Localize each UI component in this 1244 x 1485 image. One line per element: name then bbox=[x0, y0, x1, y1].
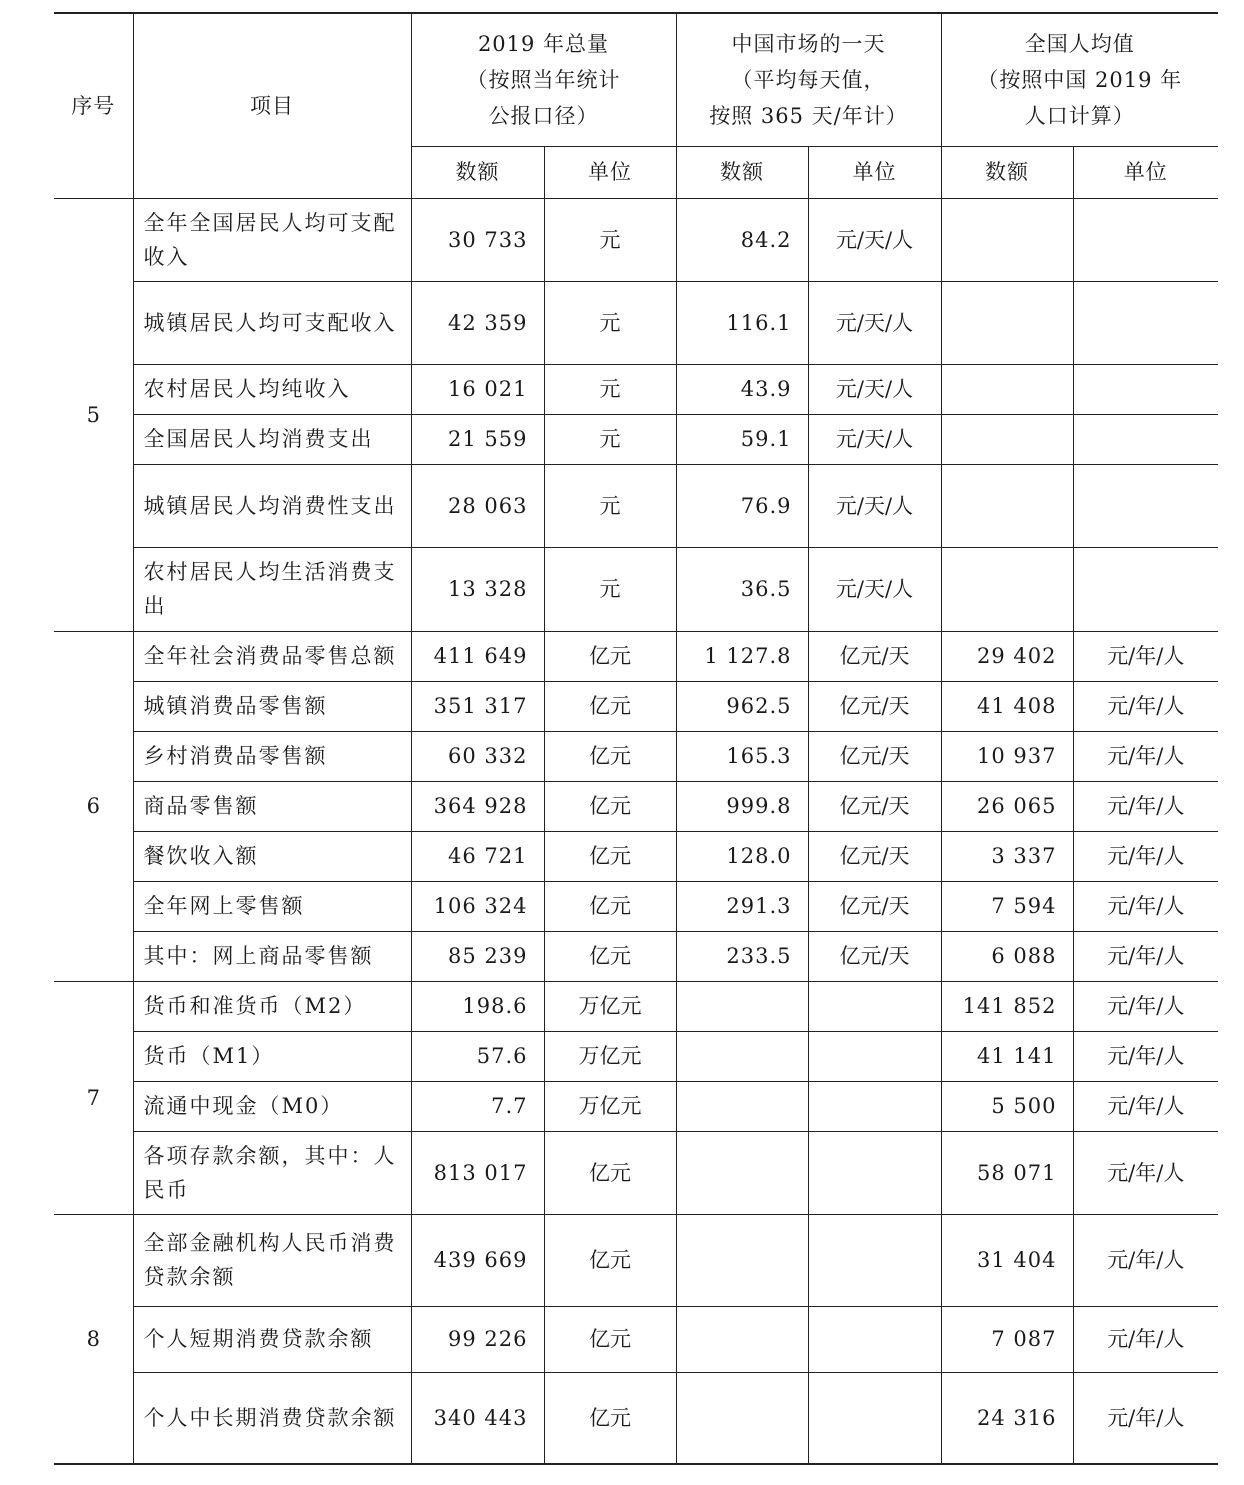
row-item: 农村居民人均生活消费支出 bbox=[133, 547, 411, 631]
header-unit: 单位 bbox=[1073, 146, 1218, 198]
row-percap-unit bbox=[1073, 414, 1218, 464]
header-group-day-line1: 中国市场的一天 bbox=[731, 31, 886, 56]
row-percap-amount bbox=[941, 414, 1073, 464]
row-total-amount: 85 239 bbox=[411, 931, 544, 981]
table-row bbox=[54, 1372, 1218, 1464]
row-percap-amount: 26 065 bbox=[941, 781, 1073, 831]
header-group-percap-line1: 全国人均值 bbox=[1024, 31, 1135, 56]
row-total-amount: 30 733 bbox=[411, 198, 544, 281]
row-item: 其中：网上商品零售额 bbox=[133, 931, 411, 981]
table-row bbox=[54, 881, 1218, 931]
row-percap-amount bbox=[941, 547, 1073, 631]
table-row bbox=[54, 1131, 1218, 1214]
table-row bbox=[54, 681, 1218, 731]
table-row bbox=[54, 1031, 1218, 1081]
data-table bbox=[54, 12, 1218, 1465]
row-total-unit: 亿元 bbox=[544, 681, 676, 731]
row-day-amount: 59.1 bbox=[676, 414, 808, 464]
table-row bbox=[54, 198, 1218, 281]
row-percap-unit: 元/年/人 bbox=[1073, 631, 1218, 681]
header-group-day-line2: （平均每天值， bbox=[731, 67, 886, 92]
table-row bbox=[54, 364, 1218, 414]
row-day-amount: 1 127.8 bbox=[676, 631, 808, 681]
row-total-unit: 亿元 bbox=[544, 1131, 676, 1214]
row-percap-unit: 元/年/人 bbox=[1073, 1081, 1218, 1131]
row-percap-amount: 141 852 bbox=[941, 981, 1073, 1031]
header-amount: 数额 bbox=[941, 146, 1073, 198]
row-day-amount: 43.9 bbox=[676, 364, 808, 414]
row-percap-unit bbox=[1073, 547, 1218, 631]
row-day-amount: 233.5 bbox=[676, 931, 808, 981]
header-group-total-line1: 2019 年总量 bbox=[477, 31, 610, 56]
row-day-amount: 36.5 bbox=[676, 547, 808, 631]
row-percap-unit bbox=[1073, 198, 1218, 281]
row-total-unit: 万亿元 bbox=[544, 1031, 676, 1081]
row-day-unit: 亿元/天 bbox=[808, 681, 941, 731]
row-seq: 8 bbox=[54, 1214, 133, 1464]
row-item: 农村居民人均纯收入 bbox=[133, 364, 411, 414]
row-percap-amount: 10 937 bbox=[941, 731, 1073, 781]
row-day-unit: 亿元/天 bbox=[808, 631, 941, 681]
row-total-unit: 元 bbox=[544, 414, 676, 464]
table-row bbox=[54, 547, 1218, 631]
row-total-amount: 198.6 bbox=[411, 981, 544, 1031]
row-percap-unit: 元/年/人 bbox=[1073, 1372, 1218, 1464]
row-item: 城镇居民人均消费性支出 bbox=[133, 464, 411, 547]
row-day-unit: 亿元/天 bbox=[808, 831, 941, 881]
header-seq: 序号 bbox=[54, 13, 133, 198]
row-percap-unit: 元/年/人 bbox=[1073, 681, 1218, 731]
header-item: 项目 bbox=[133, 13, 411, 198]
row-total-amount: 106 324 bbox=[411, 881, 544, 931]
row-percap-amount: 5 500 bbox=[941, 1081, 1073, 1131]
row-day-unit: 元/天/人 bbox=[808, 414, 941, 464]
header-group-percap-line3: 人口计算） bbox=[1024, 103, 1135, 128]
header-group-percap-line2: （按照中国 2019 年 bbox=[977, 67, 1183, 92]
row-percap-amount: 24 316 bbox=[941, 1372, 1073, 1464]
row-percap-amount: 7 087 bbox=[941, 1306, 1073, 1372]
table-row bbox=[54, 831, 1218, 881]
row-total-unit: 元 bbox=[544, 281, 676, 364]
row-day-amount: 962.5 bbox=[676, 681, 808, 731]
row-total-amount: 60 332 bbox=[411, 731, 544, 781]
row-day-unit bbox=[808, 1031, 941, 1081]
row-total-unit: 亿元 bbox=[544, 731, 676, 781]
row-day-unit: 亿元/天 bbox=[808, 881, 941, 931]
table-row bbox=[54, 414, 1218, 464]
header-unit: 单位 bbox=[544, 146, 676, 198]
row-percap-unit: 元/年/人 bbox=[1073, 981, 1218, 1031]
header-group-day bbox=[676, 13, 941, 146]
row-percap-amount: 7 594 bbox=[941, 881, 1073, 931]
row-item: 餐饮收入额 bbox=[133, 831, 411, 881]
row-percap-amount bbox=[941, 464, 1073, 547]
table-row bbox=[54, 931, 1218, 981]
row-total-amount: 7.7 bbox=[411, 1081, 544, 1131]
row-seq: 6 bbox=[54, 631, 133, 981]
row-percap-amount: 31 404 bbox=[941, 1214, 1073, 1306]
row-percap-amount: 58 071 bbox=[941, 1131, 1073, 1214]
row-item: 货币（M1） bbox=[133, 1031, 411, 1081]
table-row bbox=[54, 1081, 1218, 1131]
row-item: 全年社会消费品零售总额 bbox=[133, 631, 411, 681]
row-day-unit: 元/天/人 bbox=[808, 464, 941, 547]
row-total-amount: 28 063 bbox=[411, 464, 544, 547]
table-row bbox=[54, 281, 1218, 364]
row-day-unit: 元/天/人 bbox=[808, 198, 941, 281]
table-row bbox=[54, 464, 1218, 547]
table-row bbox=[54, 1306, 1218, 1372]
row-percap-amount: 41 408 bbox=[941, 681, 1073, 731]
row-percap-unit: 元/年/人 bbox=[1073, 1131, 1218, 1214]
row-total-amount: 340 443 bbox=[411, 1372, 544, 1464]
row-total-unit: 亿元 bbox=[544, 1306, 676, 1372]
row-item: 全年网上零售额 bbox=[133, 881, 411, 931]
header-amount: 数额 bbox=[411, 146, 544, 198]
row-total-unit: 万亿元 bbox=[544, 1081, 676, 1131]
row-day-amount: 165.3 bbox=[676, 731, 808, 781]
header-group-total-line2: （按照当年统计 bbox=[466, 67, 621, 92]
header-group-percap bbox=[941, 13, 1218, 146]
row-day-amount: 999.8 bbox=[676, 781, 808, 831]
table-body bbox=[54, 198, 1218, 1464]
row-percap-unit: 元/年/人 bbox=[1073, 1031, 1218, 1081]
row-item: 城镇消费品零售额 bbox=[133, 681, 411, 731]
row-day-amount bbox=[676, 1372, 808, 1464]
row-total-unit: 亿元 bbox=[544, 781, 676, 831]
row-item: 流通中现金（M0） bbox=[133, 1081, 411, 1131]
row-total-unit: 亿元 bbox=[544, 631, 676, 681]
row-item: 个人中长期消费贷款余额 bbox=[133, 1372, 411, 1464]
row-total-unit: 亿元 bbox=[544, 1214, 676, 1306]
row-total-unit: 亿元 bbox=[544, 931, 676, 981]
table-row bbox=[54, 631, 1218, 681]
row-day-unit: 元/天/人 bbox=[808, 364, 941, 414]
row-total-unit: 亿元 bbox=[544, 1372, 676, 1464]
row-total-unit: 元 bbox=[544, 464, 676, 547]
row-seq: 7 bbox=[54, 981, 133, 1214]
row-day-amount bbox=[676, 1214, 808, 1306]
row-percap-unit bbox=[1073, 364, 1218, 414]
row-day-amount bbox=[676, 1131, 808, 1214]
row-day-amount: 84.2 bbox=[676, 198, 808, 281]
row-percap-unit bbox=[1073, 464, 1218, 547]
row-percap-unit: 元/年/人 bbox=[1073, 781, 1218, 831]
row-total-amount: 42 359 bbox=[411, 281, 544, 364]
row-day-unit: 亿元/天 bbox=[808, 781, 941, 831]
row-item: 全国居民人均消费支出 bbox=[133, 414, 411, 464]
row-percap-amount: 6 088 bbox=[941, 931, 1073, 981]
row-total-amount: 21 559 bbox=[411, 414, 544, 464]
row-day-unit: 亿元/天 bbox=[808, 731, 941, 781]
row-total-unit: 亿元 bbox=[544, 831, 676, 881]
row-day-unit: 亿元/天 bbox=[808, 931, 941, 981]
row-item: 货币和准货币（M2） bbox=[133, 981, 411, 1031]
row-day-unit: 元/天/人 bbox=[808, 281, 941, 364]
row-day-amount: 76.9 bbox=[676, 464, 808, 547]
row-item: 乡村消费品零售额 bbox=[133, 731, 411, 781]
header-amount: 数额 bbox=[676, 146, 808, 198]
row-item: 商品零售额 bbox=[133, 781, 411, 831]
row-percap-amount bbox=[941, 198, 1073, 281]
row-day-unit bbox=[808, 1372, 941, 1464]
row-percap-unit: 元/年/人 bbox=[1073, 931, 1218, 981]
row-item: 个人短期消费贷款余额 bbox=[133, 1306, 411, 1372]
header-unit: 单位 bbox=[808, 146, 941, 198]
table-row bbox=[54, 781, 1218, 831]
row-percap-unit: 元/年/人 bbox=[1073, 731, 1218, 781]
row-day-amount bbox=[676, 1306, 808, 1372]
row-total-unit: 亿元 bbox=[544, 881, 676, 931]
row-day-unit bbox=[808, 1081, 941, 1131]
row-day-amount bbox=[676, 981, 808, 1031]
row-day-unit bbox=[808, 1214, 941, 1306]
row-item: 城镇居民人均可支配收入 bbox=[133, 281, 411, 364]
header-group-day-line3: 按照 365 天/年计） bbox=[709, 103, 908, 128]
row-percap-unit: 元/年/人 bbox=[1073, 1306, 1218, 1372]
row-percap-amount: 29 402 bbox=[941, 631, 1073, 681]
row-percap-unit: 元/年/人 bbox=[1073, 1214, 1218, 1306]
row-day-unit: 元/天/人 bbox=[808, 547, 941, 631]
row-total-amount: 439 669 bbox=[411, 1214, 544, 1306]
row-total-amount: 13 328 bbox=[411, 547, 544, 631]
row-percap-unit: 元/年/人 bbox=[1073, 881, 1218, 931]
row-percap-amount bbox=[941, 364, 1073, 414]
row-percap-unit bbox=[1073, 281, 1218, 364]
row-total-amount: 411 649 bbox=[411, 631, 544, 681]
header-group-total-line3: 公报口径） bbox=[488, 103, 599, 128]
row-percap-unit: 元/年/人 bbox=[1073, 831, 1218, 881]
row-total-amount: 364 928 bbox=[411, 781, 544, 831]
row-day-unit bbox=[808, 1131, 941, 1214]
row-total-amount: 46 721 bbox=[411, 831, 544, 881]
row-day-amount bbox=[676, 1081, 808, 1131]
table-row bbox=[54, 1214, 1218, 1306]
row-total-unit: 万亿元 bbox=[544, 981, 676, 1031]
row-total-amount: 16 021 bbox=[411, 364, 544, 414]
header-group-total bbox=[411, 13, 676, 146]
row-percap-amount: 41 141 bbox=[941, 1031, 1073, 1081]
row-total-unit: 元 bbox=[544, 364, 676, 414]
row-day-unit bbox=[808, 981, 941, 1031]
row-item: 全部金融机构人民币消费贷款余额 bbox=[133, 1214, 411, 1306]
row-day-unit bbox=[808, 1306, 941, 1372]
table-row bbox=[54, 981, 1218, 1031]
row-total-amount: 99 226 bbox=[411, 1306, 544, 1372]
row-item: 各项存款余额，其中：人民币 bbox=[133, 1131, 411, 1214]
row-seq: 5 bbox=[54, 198, 133, 631]
table-row bbox=[54, 731, 1218, 781]
row-percap-amount bbox=[941, 281, 1073, 364]
row-day-amount: 291.3 bbox=[676, 881, 808, 931]
row-total-amount: 813 017 bbox=[411, 1131, 544, 1214]
row-total-unit: 元 bbox=[544, 198, 676, 281]
row-total-amount: 351 317 bbox=[411, 681, 544, 731]
row-item: 全年全国居民人均可支配收入 bbox=[133, 198, 411, 281]
row-total-amount: 57.6 bbox=[411, 1031, 544, 1081]
row-day-amount: 128.0 bbox=[676, 831, 808, 881]
row-percap-amount: 3 337 bbox=[941, 831, 1073, 881]
row-day-amount: 116.1 bbox=[676, 281, 808, 364]
row-day-amount bbox=[676, 1031, 808, 1081]
row-total-unit: 元 bbox=[544, 547, 676, 631]
